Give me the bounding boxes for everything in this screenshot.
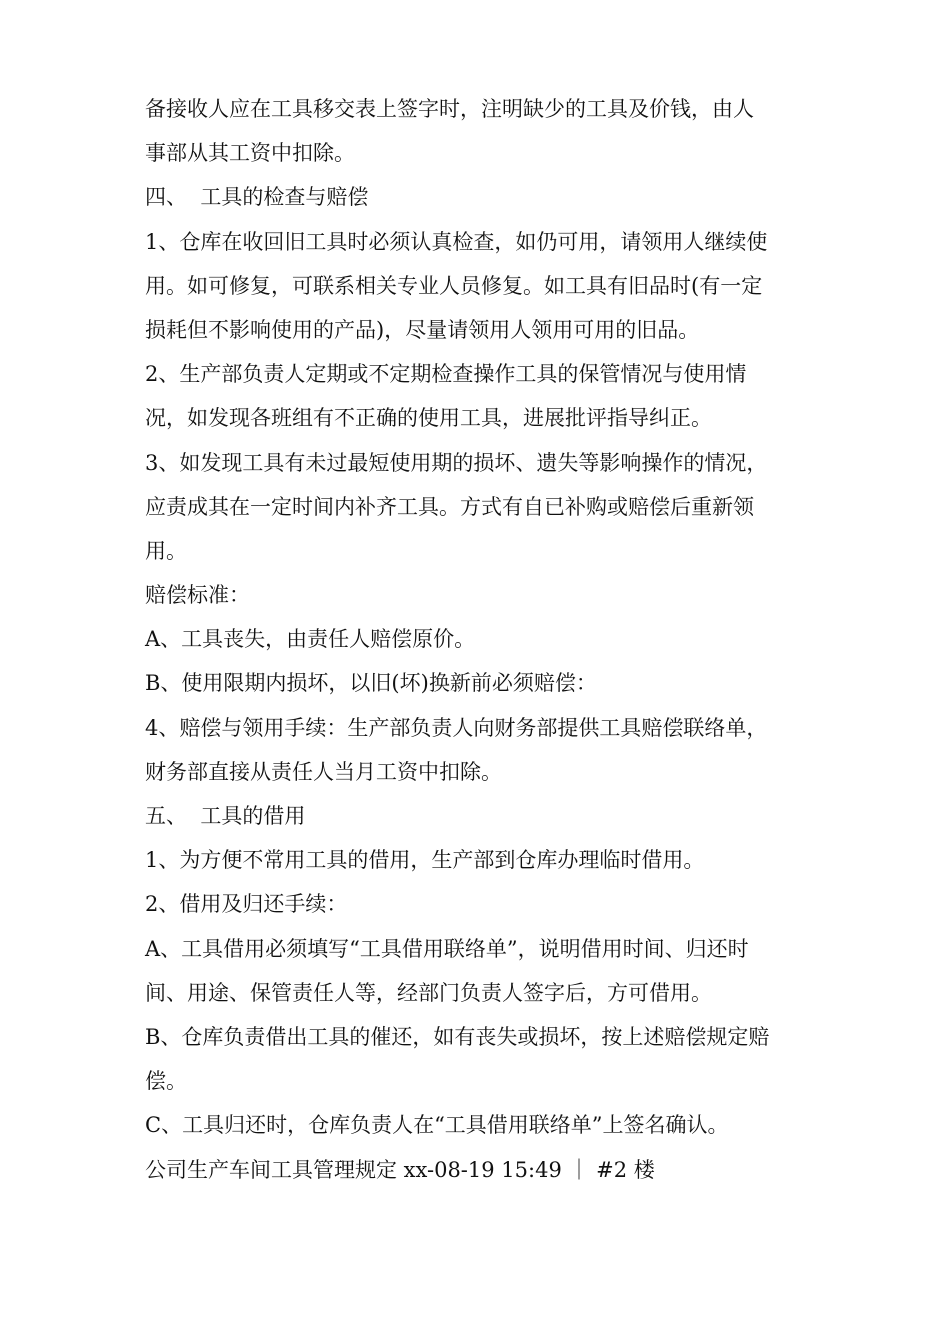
text-line: 4、赔偿与领用手续：生产部负责人向财务部提供工具赔偿联络单，	[145, 715, 768, 740]
section-heading: 四、 工具的检查与赔偿	[145, 185, 369, 210]
text-line: 间、用途、保管责任人等，经部门负责人签字后，方可借用。	[145, 980, 712, 1005]
text-line: 事部从其工资中扣除。	[145, 141, 355, 166]
text-line: 财务部直接从责任人当月工资中扣除。	[145, 759, 502, 784]
text-line: 用。如可修复，可联系相关专业人员修复。如工具有旧品时(有一定	[145, 273, 763, 298]
text-line: 1、仓库在收回旧工具时必须认真检查，如仍可用，请领用人继续使	[145, 229, 768, 254]
text-line: 1、为方便不常用工具的借用，生产部到仓库办理临时借用。	[145, 848, 705, 873]
text-line: 2、生产部负责人定期或不定期检查操作工具的保管情况与使用情	[145, 362, 747, 387]
text-line: A、工具借用必须填写“工具借用联络单”，说明借用时间、归还时	[145, 936, 749, 961]
section-heading: 五、 工具的借用	[145, 804, 306, 828]
text-line: 赔偿标准：	[145, 583, 250, 608]
text-line: 况，如发现各班组有不正确的使用工具，进展批评指导纠正。	[145, 406, 712, 431]
text-line: A、工具丧失，由责任人赔偿原价。	[145, 627, 476, 652]
text-line: 偿。	[145, 1069, 187, 1094]
text-line: 3、如发现工具有未过最短使用期的损坏、遗失等影响操作的情况，	[145, 450, 768, 475]
text-line: 用。	[145, 538, 187, 563]
text-line: 损耗但不影响使用的产品)，尽量请领用人领用可用的旧品。	[145, 317, 700, 342]
text-line: C、工具归还时，仓库负责人在“工具借用联络单”上签名确认。	[145, 1113, 729, 1138]
document-body	[145, 87, 815, 1192]
text-line: B、仓库负责借出工具的催还，如有丧失或损坏，按上述赔偿规定赔	[145, 1024, 770, 1049]
text-line: 2、借用及归还手续：	[145, 892, 348, 917]
text-line: B、使用限期内损坏，以旧(坏)换新前必须赔偿：	[145, 671, 597, 696]
text-line: 应责成其在一定时间内补齐工具。方式有自已补购或赔偿后重新领	[145, 494, 754, 519]
post-footer: 公司生产车间工具管理规定 xx-08-19 15:49 ｜ #2 楼	[145, 1157, 655, 1182]
text-line: 备接收人应在工具移交表上签字时，注明缺少的工具及价钱，由人	[145, 97, 754, 121]
